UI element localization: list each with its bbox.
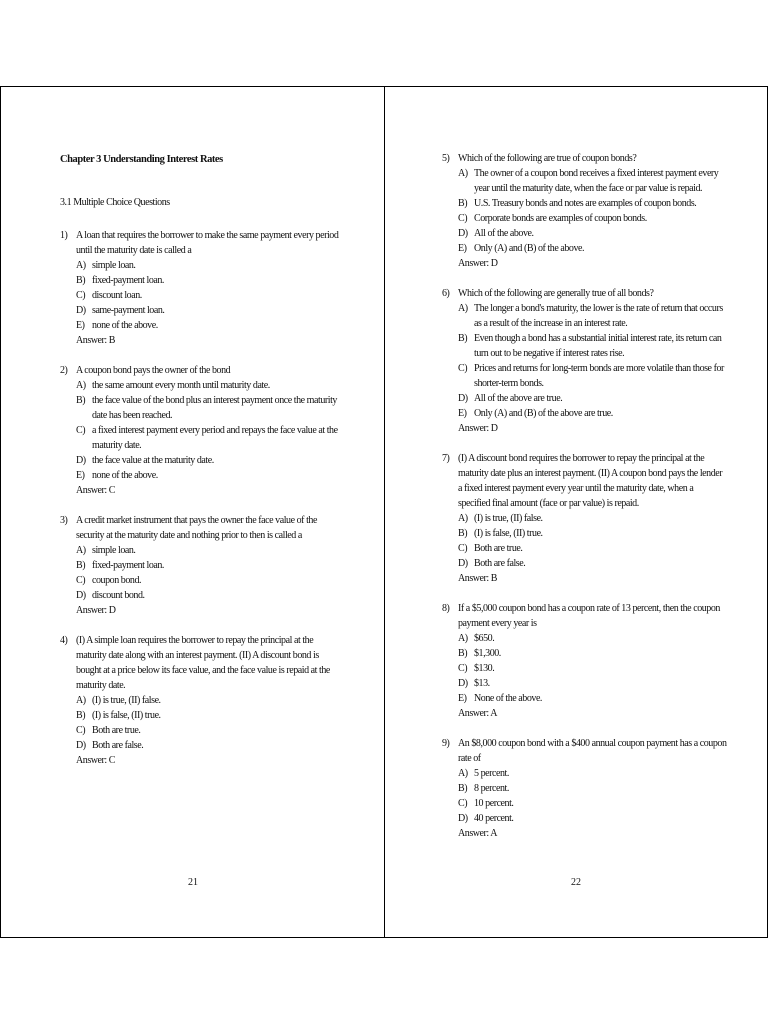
option-text: Only (A) and (B) of the above are true.	[474, 408, 613, 419]
chapter-title: Chapter 3 Understanding Interest Rates	[60, 154, 223, 165]
answer-option	[458, 811, 727, 826]
option-text: (I) is true, (II) false.	[92, 695, 161, 706]
question-stem	[60, 228, 345, 348]
option-letter: D)	[458, 558, 468, 569]
question-stem	[442, 286, 727, 436]
question	[442, 451, 727, 586]
option-text: simple loan.	[92, 545, 136, 556]
option-letter: D)	[76, 455, 86, 466]
option-text: none of the above.	[92, 470, 158, 481]
answer-option	[458, 781, 727, 796]
page-number-left: 21	[188, 877, 198, 888]
answer-option	[76, 558, 345, 573]
question-text: (I) A discount bond requires the borrower to repay the principal at the maturity date plus an interest payment. (II) A coupon bond pays the lender a fixed interest payment every year until the maturity date, when a specified final amount (face or par value) is repaid.	[458, 453, 723, 509]
option-letter: B)	[458, 648, 468, 659]
option-text: simple loan.	[92, 260, 136, 271]
question	[60, 228, 345, 348]
option-letter: A)	[458, 303, 468, 314]
question	[60, 513, 345, 618]
option-letter: E)	[76, 470, 85, 481]
question-list-left	[60, 228, 345, 768]
question-stem	[442, 151, 727, 271]
question-text: Which of the following are true of coupon bonds?	[458, 153, 637, 164]
answer-option	[458, 226, 727, 241]
answer-option	[458, 646, 727, 661]
option-text: 40 percent.	[474, 813, 514, 824]
option-letter: A)	[76, 545, 86, 556]
question-text: If a $5,000 coupon bond has a coupon rate of 13 percent, then the coupon payment every year is	[458, 603, 720, 629]
answer-option	[458, 796, 727, 811]
question-body	[76, 633, 345, 768]
answer-option	[76, 588, 345, 603]
option-text: The owner of a coupon bond receives a fixed interest payment every year until the maturity date, when the face or par value is repaid.	[474, 168, 719, 194]
option-text: 10 percent.	[474, 798, 514, 809]
option-letter: E)	[458, 408, 467, 419]
option-text: a fixed interest payment every period and repays the face value at the maturity date.	[92, 425, 338, 451]
answer-option	[76, 378, 345, 393]
option-letter: B)	[458, 198, 468, 209]
question-number: 2)	[60, 365, 68, 376]
option-letter: C)	[76, 290, 86, 301]
option-text: All of the above.	[474, 228, 534, 239]
option-letter: B)	[458, 783, 468, 794]
option-text: same-payment loan.	[92, 305, 165, 316]
option-letter: A)	[458, 513, 468, 524]
page-number-right: 22	[571, 877, 581, 888]
option-text: $1,300.	[474, 648, 501, 659]
option-text: discount bond.	[92, 590, 145, 601]
option-letter: D)	[458, 393, 468, 404]
option-text: $650.	[474, 633, 495, 644]
question-body	[458, 736, 727, 841]
answer-key: Answer: D	[458, 258, 498, 269]
question-stem	[442, 736, 727, 841]
option-letter: C)	[76, 425, 86, 436]
option-letter: A)	[76, 260, 86, 271]
answer-key: Answer: D	[458, 423, 498, 434]
option-text: Both are false.	[474, 558, 526, 569]
option-text: (I) is false, (II) true.	[92, 710, 161, 721]
answer-option	[458, 391, 727, 406]
answer-key: Answer: C	[76, 485, 116, 496]
option-letter: C)	[76, 725, 86, 736]
answer-option	[76, 693, 345, 708]
answer-option	[76, 273, 345, 288]
option-text: $130.	[474, 663, 495, 674]
question-stem	[60, 513, 345, 618]
answer-option	[458, 211, 727, 226]
option-text: none of the above.	[92, 320, 158, 331]
option-letter: E)	[458, 243, 467, 254]
option-letter: C)	[458, 363, 468, 374]
question-body	[458, 451, 727, 586]
option-letter: C)	[458, 798, 468, 809]
answer-option	[76, 708, 345, 723]
option-letter: A)	[458, 168, 468, 179]
option-letter: A)	[458, 768, 468, 779]
question-body	[76, 228, 345, 348]
option-text: Even though a bond has a substantial initial interest rate, its return can turn out to be negative if interest rates rise.	[474, 333, 722, 359]
option-text: the same amount every month until maturity date.	[92, 380, 270, 391]
question	[442, 601, 727, 721]
answer-option	[458, 661, 727, 676]
option-text: Both are true.	[92, 725, 141, 736]
option-letter: C)	[458, 663, 468, 674]
answer-option	[458, 631, 727, 646]
option-letter: D)	[76, 590, 86, 601]
option-letter: A)	[458, 633, 468, 644]
answer-option	[76, 303, 345, 318]
question	[60, 633, 345, 768]
option-letter: D)	[76, 305, 86, 316]
answer-option	[458, 196, 727, 211]
question-number: 3)	[60, 515, 68, 526]
option-text: Only (A) and (B) of the above.	[474, 243, 585, 254]
answer-option	[76, 423, 345, 453]
option-letter: C)	[458, 543, 468, 554]
option-letter: E)	[458, 693, 467, 704]
option-text: Prices and returns for long-term bonds are more volatile than those for shorter-term bonds.	[474, 363, 724, 389]
question-stem	[60, 633, 345, 768]
option-letter: C)	[458, 213, 468, 224]
option-text: Both are true.	[474, 543, 523, 554]
option-letter: A)	[76, 695, 86, 706]
question-text: A loan that requires the borrower to make the same payment every period until the maturity date is called a	[76, 230, 339, 256]
question	[442, 286, 727, 436]
question	[60, 363, 345, 498]
option-text: the face value of the bond plus an interest payment once the maturity date has been reached.	[92, 395, 337, 421]
question-text: Which of the following are generally true of all bonds?	[458, 288, 654, 299]
option-text: (I) is true, (II) false.	[474, 513, 543, 524]
question-number: 5)	[442, 153, 450, 164]
page-left-content	[1, 87, 385, 783]
page-left	[0, 87, 385, 937]
option-letter: B)	[458, 333, 468, 344]
option-letter: D)	[458, 813, 468, 824]
question-body	[458, 151, 727, 271]
question	[442, 151, 727, 271]
question-number: 8)	[442, 603, 450, 614]
option-text: 8 percent.	[474, 783, 509, 794]
question-body	[76, 513, 345, 618]
question-body	[458, 286, 727, 436]
page-right-content	[385, 87, 767, 856]
option-text: the face value at the maturity date.	[92, 455, 214, 466]
option-letter: A)	[76, 380, 86, 391]
option-text: fixed-payment loan.	[92, 560, 164, 571]
answer-option	[76, 453, 345, 468]
option-text: discount loan.	[92, 290, 142, 301]
option-text: $13.	[474, 678, 490, 689]
answer-option	[76, 288, 345, 303]
answer-option	[458, 676, 727, 691]
answer-option	[458, 541, 727, 556]
question-text: (I) A simple loan requires the borrower to repay the principal at the maturity date along with an interest payment. (II) A discount bond is bought at a price below its face value, and the face value is repaid at the maturity date.	[76, 635, 330, 691]
option-letter: D)	[458, 678, 468, 689]
answer-option	[458, 301, 727, 331]
option-text: Corporate bonds are examples of coupon bonds.	[474, 213, 647, 224]
option-text: All of the above are true.	[474, 393, 563, 404]
answer-key: Answer: A	[458, 828, 498, 839]
option-letter: B)	[76, 275, 86, 286]
answer-option	[458, 511, 727, 526]
answer-key: Answer: A	[458, 708, 498, 719]
answer-option	[76, 573, 345, 588]
option-letter: C)	[76, 575, 86, 586]
option-letter: D)	[76, 740, 86, 751]
option-text: 5 percent.	[474, 768, 509, 779]
option-text: None of the above.	[474, 693, 542, 704]
question-number: 9)	[442, 738, 450, 749]
answer-option	[458, 526, 727, 541]
option-letter: B)	[76, 395, 86, 406]
answer-option	[76, 468, 345, 483]
option-text: Both are false.	[92, 740, 144, 751]
option-letter: B)	[76, 560, 86, 571]
question-text: A coupon bond pays the owner of the bond	[76, 365, 231, 376]
answer-option	[458, 766, 727, 781]
question	[442, 736, 727, 841]
question-number: 1)	[60, 230, 68, 241]
question-stem	[442, 601, 727, 721]
option-letter: B)	[76, 710, 86, 721]
question-text: A credit market instrument that pays the owner the face value of the security at the maturity date and nothing prior to then is called a	[76, 515, 317, 541]
answer-option	[458, 331, 727, 361]
answer-key: Answer: B	[458, 573, 498, 584]
option-text: (I) is false, (II) true.	[474, 528, 543, 539]
option-letter: B)	[458, 528, 468, 539]
question-number: 4)	[60, 635, 68, 646]
question-body	[76, 363, 345, 498]
answer-key: Answer: C	[76, 755, 116, 766]
document-spread	[0, 86, 768, 938]
question-number: 7)	[442, 453, 450, 464]
question-stem	[60, 363, 345, 498]
answer-option	[76, 738, 345, 753]
option-text: The longer a bond's maturity, the lower is the rate of return that occurs as a result of the increase in an interest rate.	[474, 303, 723, 329]
question-text: An $8,000 coupon bond with a $400 annual coupon payment has a coupon rate of	[458, 738, 727, 764]
answer-option	[76, 318, 345, 333]
section-title: 3.1 Multiple Choice Questions	[60, 197, 170, 208]
option-letter: E)	[76, 320, 85, 331]
answer-option	[76, 258, 345, 273]
page-right	[384, 87, 768, 937]
answer-option	[458, 166, 727, 196]
answer-key: Answer: B	[76, 335, 116, 346]
answer-option	[458, 241, 727, 256]
option-text: coupon bond.	[92, 575, 142, 586]
answer-option	[458, 406, 727, 421]
answer-option	[458, 556, 727, 571]
option-letter: D)	[458, 228, 468, 239]
option-text: U.S. Treasury bonds and notes are examples of coupon bonds.	[474, 198, 697, 209]
answer-option	[76, 723, 345, 738]
answer-option	[458, 691, 727, 706]
answer-option	[76, 393, 345, 423]
answer-key: Answer: D	[76, 605, 116, 616]
option-text: fixed-payment loan.	[92, 275, 164, 286]
answer-option	[458, 361, 727, 391]
answer-option	[76, 543, 345, 558]
question-number: 6)	[442, 288, 450, 299]
question-stem	[442, 451, 727, 586]
question-list-right	[442, 151, 727, 841]
question-body	[458, 601, 727, 721]
